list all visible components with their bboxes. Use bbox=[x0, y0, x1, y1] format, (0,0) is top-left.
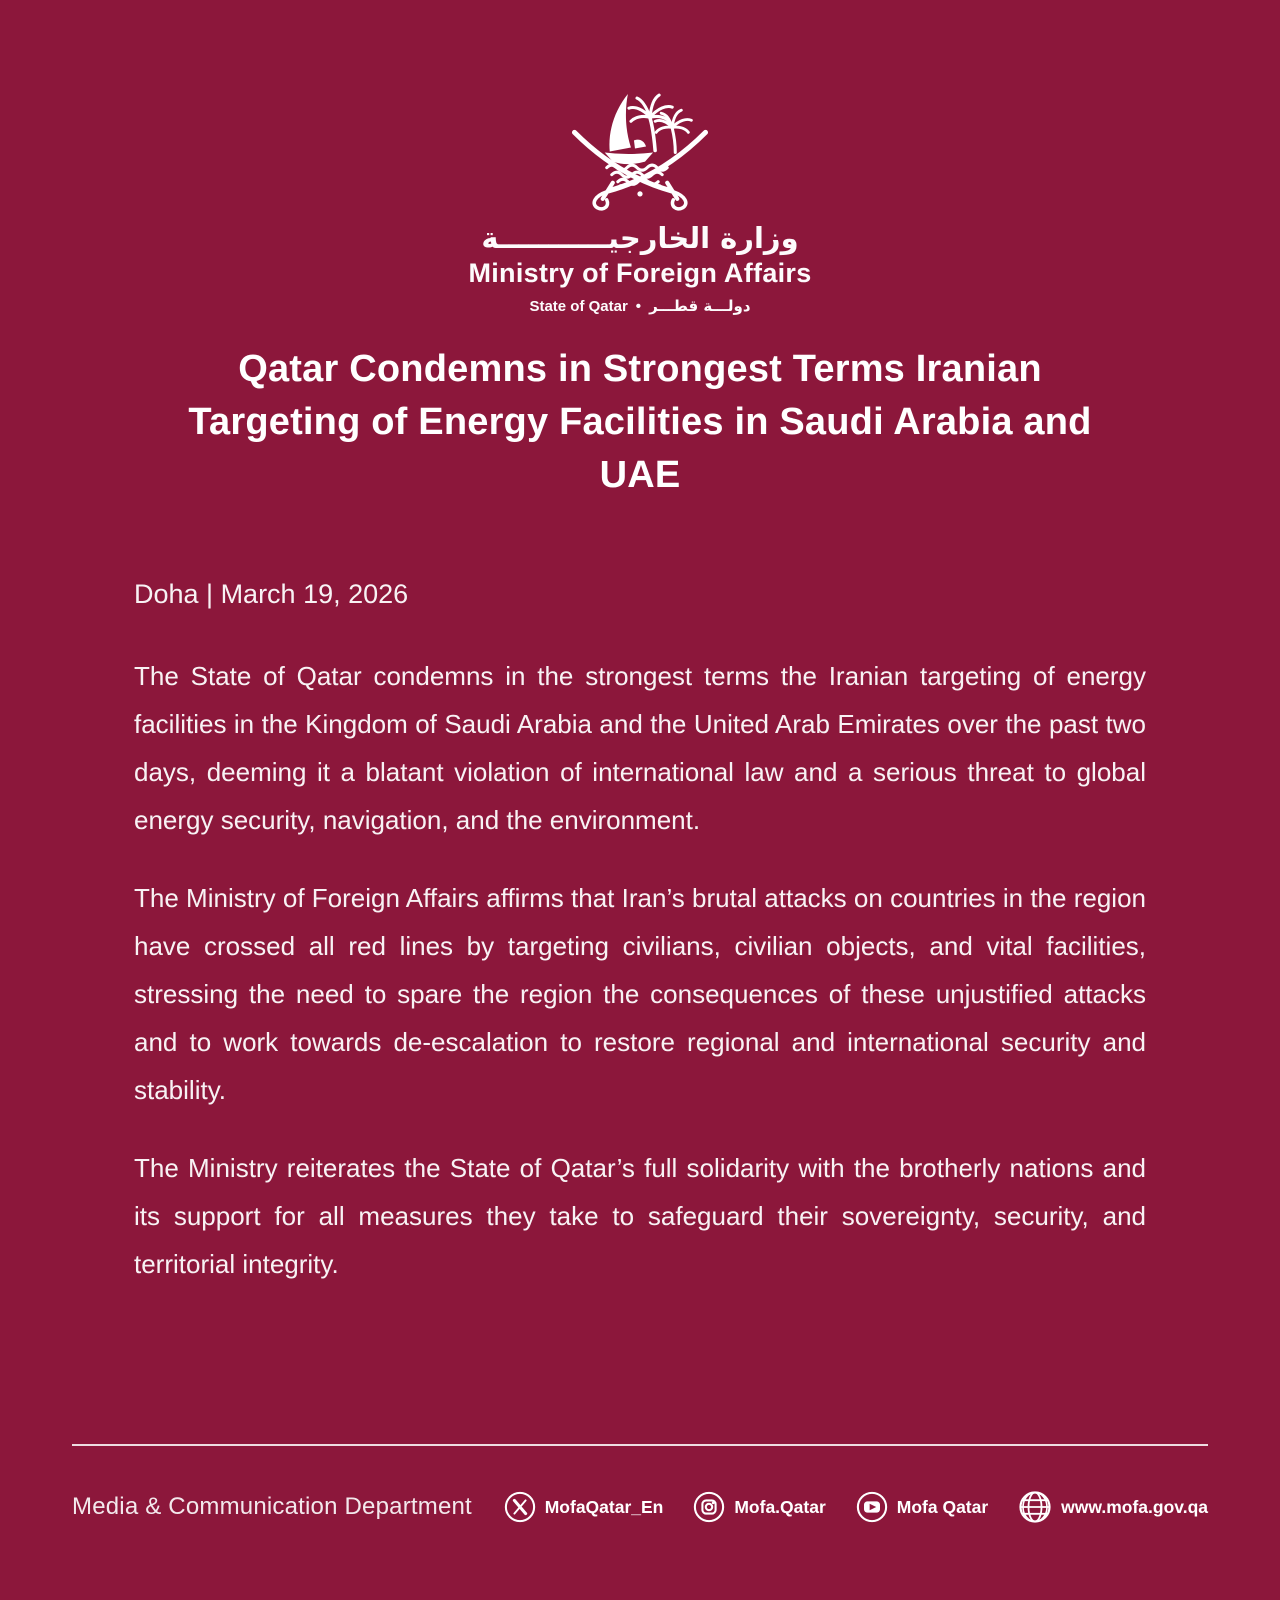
x-icon bbox=[504, 1491, 536, 1523]
dateline: Doha | March 19, 2026 bbox=[134, 579, 409, 609]
paragraph-2: The Ministry of Foreign Affairs affirms that Iran’s brutal attacks on countries in the region have crossed all red lines by targeting civilians, civilian objects, and vital facilities, stressing the need to spare the region the consequences of these unjustified attacks and to work towards de-escalation to restore regional and international security and stability. bbox=[134, 883, 1146, 1105]
department-label: Media & Communication Department bbox=[72, 1493, 472, 1520]
social-label: www.mofa.gov.qa bbox=[1061, 1496, 1208, 1517]
paragraph-1: The State of Qatar condemns in the strongest terms the Iranian targeting of energy facilities in the Kingdom of Saudi Arabia and the United Arab Emirates over the past two days, deeming it a blatant violation of international law and a serious threat to global energy security, navigation, and the environment. bbox=[134, 661, 1146, 835]
social-link-youtube[interactable] bbox=[856, 1491, 988, 1523]
state-of-qatar-line bbox=[0, 297, 1280, 315]
ministry-name-english: Ministry of Foreign Affairs bbox=[468, 258, 812, 288]
mofa-header bbox=[0, 0, 1280, 315]
social-links bbox=[504, 1490, 1208, 1524]
globe-icon bbox=[1018, 1490, 1052, 1524]
footer bbox=[72, 1444, 1208, 1524]
social-link-x[interactable] bbox=[504, 1491, 664, 1523]
footer-divider bbox=[72, 1444, 1208, 1446]
youtube-icon bbox=[856, 1491, 888, 1523]
social-link-instagram[interactable] bbox=[693, 1491, 825, 1523]
social-label: Mofa Qatar bbox=[896, 1496, 989, 1517]
social-link-website[interactable] bbox=[1018, 1490, 1208, 1524]
social-label: MofaQatar_En bbox=[544, 1496, 664, 1517]
state-of-qatar-arabic: دولـــة قطـــر bbox=[649, 297, 751, 315]
paragraph-3: The Ministry reiterates the State of Qatar’s full solidarity with the brotherly nations and its support for all measures they take to safeguard their sovereignty, security, and territorial integrity. bbox=[134, 1153, 1146, 1279]
state-of-qatar-english: State of Qatar bbox=[529, 297, 628, 315]
qatar-mofa-emblem-icon bbox=[554, 88, 726, 214]
instagram-icon bbox=[693, 1491, 725, 1523]
state-separator-dot: • bbox=[635, 297, 642, 315]
social-label: Mofa.Qatar bbox=[734, 1496, 826, 1517]
statement-title: Qatar Condemns in Strongest Terms Iranian Targeting of Energy Facilities in Saudi Arabia and UAE bbox=[188, 348, 1092, 496]
ministry-name-arabic: وزارة الخارجيـــــــــــة bbox=[481, 221, 799, 255]
statement-body bbox=[134, 576, 1146, 1288]
